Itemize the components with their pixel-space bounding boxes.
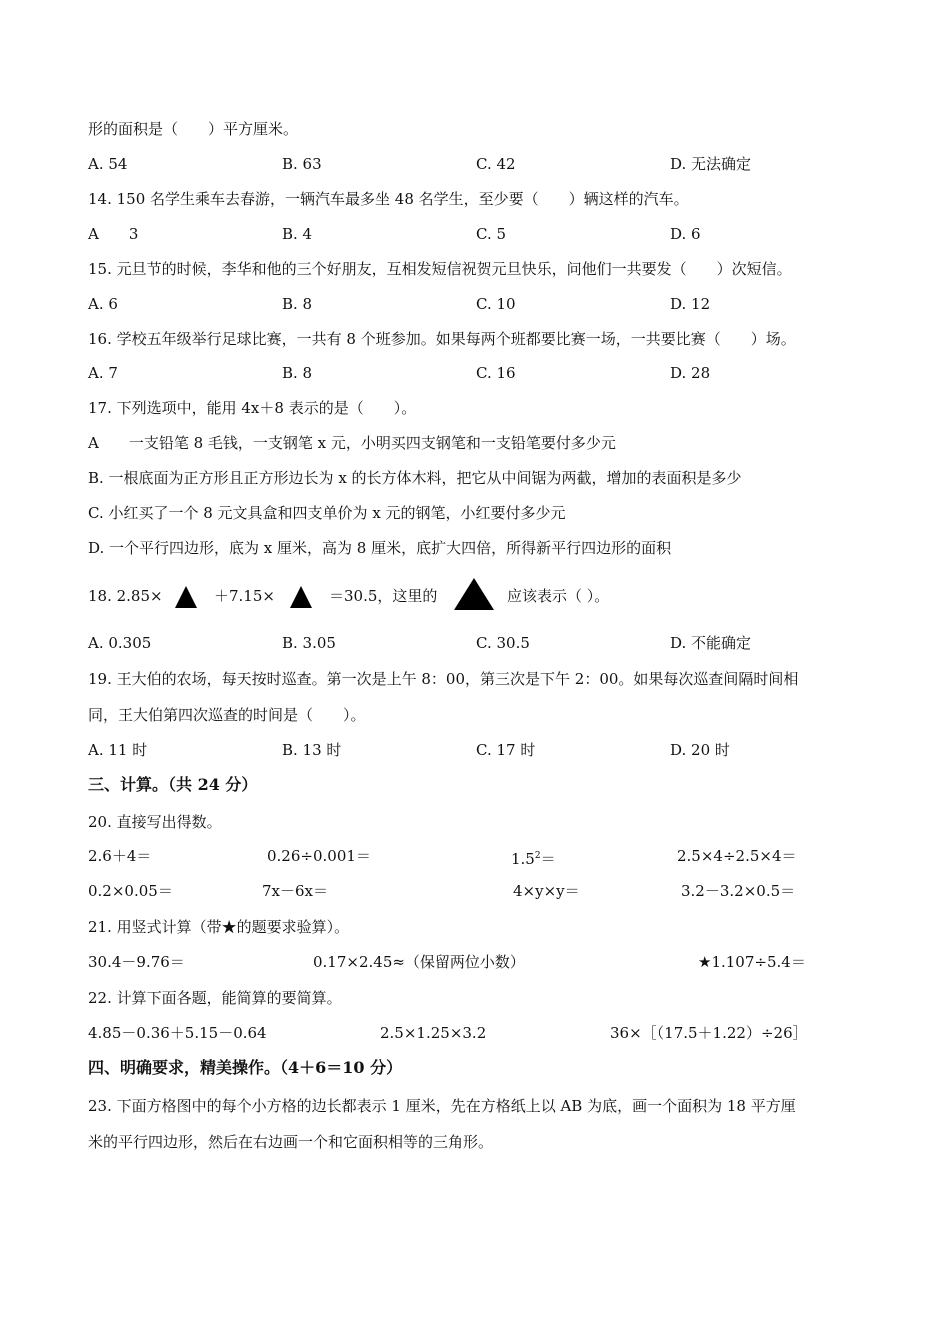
q14-option-b: B. 4 — [282, 225, 313, 243]
q17-option-d: D. 一个平行四边形，底为 x 厘米，高为 8 厘米，底扩大四倍，所得新平行四边形的面积 — [88, 539, 672, 557]
q15-option-b: B. 8 — [282, 295, 313, 313]
triangle-icon — [175, 586, 197, 608]
triangle-icon — [290, 586, 312, 608]
q16-option-d: D. 28 — [670, 364, 711, 382]
q20-text: 20. 直接写出得数。 — [88, 813, 222, 831]
triangle-icon — [454, 578, 494, 610]
q13-option-a: A. 54 — [88, 155, 128, 173]
q14-option-c: C. 5 — [476, 225, 507, 243]
q19-line1: 19. 王大伯的农场，每天按时巡查。第一次是上午 8：00，第三次是下午 2：00。如果每次巡查间隔时间相 — [88, 670, 799, 688]
q16-option-c: C. 16 — [476, 364, 516, 382]
q21-text: 21. 用竖式计算（带★的题要求验算）。 — [88, 918, 350, 936]
q13-option-c: C. 42 — [476, 155, 516, 173]
q17-option-a: A 一支铅笔 8 毛钱，一支钢笔 x 元，小明买四支钢笔和一支铅笔要付多少元 — [88, 434, 616, 452]
q22-item: 2.5×1.25×3.2 — [380, 1024, 487, 1042]
q15-text: 15. 元旦节的时候，李华和他的三个好朋友，互相发短信祝贺元旦快乐，问他们一共要发（ ）次短信。 — [88, 260, 792, 278]
q17-option-c: C. 小红买了一个 8 元文具盒和四支单价为 x 元的钢笔，小红要付多少元 — [88, 504, 566, 522]
q15-option-d: D. 12 — [670, 295, 711, 313]
q17-option-b: B. 一根底面为正方形且正方形边长为 x 的长方体木料，把它从中间锯为两截，增加的表面积是多少 — [88, 469, 742, 487]
q18-part3: ＝30.5，这里的 — [329, 587, 438, 605]
q21-item: 0.17×2.45≈（保留两位小数） — [313, 953, 525, 971]
q19-line2: 同，王大伯第四次巡查的时间是（ ）。 — [88, 706, 366, 724]
q20-item: $1.5^2=$ — [511, 850, 556, 868]
q17-text: 17. 下列选项中，能用 4x＋8 表示的是（ ）。 — [88, 399, 417, 417]
q20-item: 4×y×y＝ — [513, 882, 580, 900]
q19-option-b: B. 13 时 — [282, 741, 342, 759]
section-title: 三、计算。（共 24 分） — [88, 775, 258, 794]
q21-item: ★1.107÷5.4＝ — [698, 953, 806, 971]
q14-option-d: D. 6 — [670, 225, 701, 243]
q22-text: 22. 计算下面各题，能简算的要简算。 — [88, 989, 342, 1007]
q13-option-d: D. 无法确定 — [670, 155, 752, 173]
q13-text: 形的面积是（ ）平方厘米。 — [88, 120, 299, 138]
q14-text: 14. 150 名学生乘车去春游，一辆汽车最多坐 48 名学生，至少要（ ）辆这样的汽车。 — [88, 190, 689, 208]
q18-part4: 应该表示（ ）。 — [507, 587, 610, 605]
q18-option-c: C. 30.5 — [476, 634, 530, 652]
q19-option-a: A. 11 时 — [88, 741, 148, 759]
q22-item: 36×［（17.5＋1.22）÷26］ — [610, 1024, 808, 1042]
q18-option-a: A. 0.305 — [88, 634, 152, 652]
q20-item: 3.2－3.2×0.5＝ — [681, 882, 796, 900]
q19-option-c: C. 17 时 — [476, 741, 536, 759]
q18-option-d: D. 不能确定 — [670, 634, 752, 652]
q20-item: 0.2×0.05＝ — [88, 882, 173, 900]
q18-option-b: B. 3.05 — [282, 634, 336, 652]
q16-text: 16. 学校五年级举行足球比赛，一共有 8 个班参加。如果每两个班都要比赛一场，一共要比赛（ ）场。 — [88, 330, 796, 348]
q15-option-a: A. 6 — [88, 295, 118, 313]
q19-option-d: D. 20 时 — [670, 741, 730, 759]
q20-item: 2.6＋4＝ — [88, 847, 152, 865]
q18-part1: 18. 2.85× — [88, 587, 163, 605]
q23-line1: 23. 下面方格图中的每个小方格的边长都表示 1 厘米，先在方格纸上以 AB 为底，画一个面积为 18 平方厘 — [88, 1097, 796, 1115]
q16-option-a: A. 7 — [88, 364, 118, 382]
q20-item: 7x－6x＝ — [262, 882, 329, 900]
q22-item: 4.85－0.36＋5.15－0.64 — [88, 1024, 267, 1042]
section-title: 四、明确要求，精美操作。（4＋6＝10 分） — [88, 1058, 403, 1077]
q23-line2: 米的平行四边形，然后在右边画一个和它面积相等的三角形。 — [88, 1133, 494, 1151]
q18-part2: ＋7.15× — [214, 587, 275, 605]
q14-option-a: A 3 — [88, 225, 139, 243]
q16-option-b: B. 8 — [282, 364, 313, 382]
q21-item: 30.4－9.76＝ — [88, 953, 185, 971]
q20-item: 0.26÷0.001＝ — [267, 847, 371, 865]
q15-option-c: C. 10 — [476, 295, 516, 313]
q13-option-b: B. 63 — [282, 155, 322, 173]
q20-item: 2.5×4÷2.5×4＝ — [677, 847, 797, 865]
